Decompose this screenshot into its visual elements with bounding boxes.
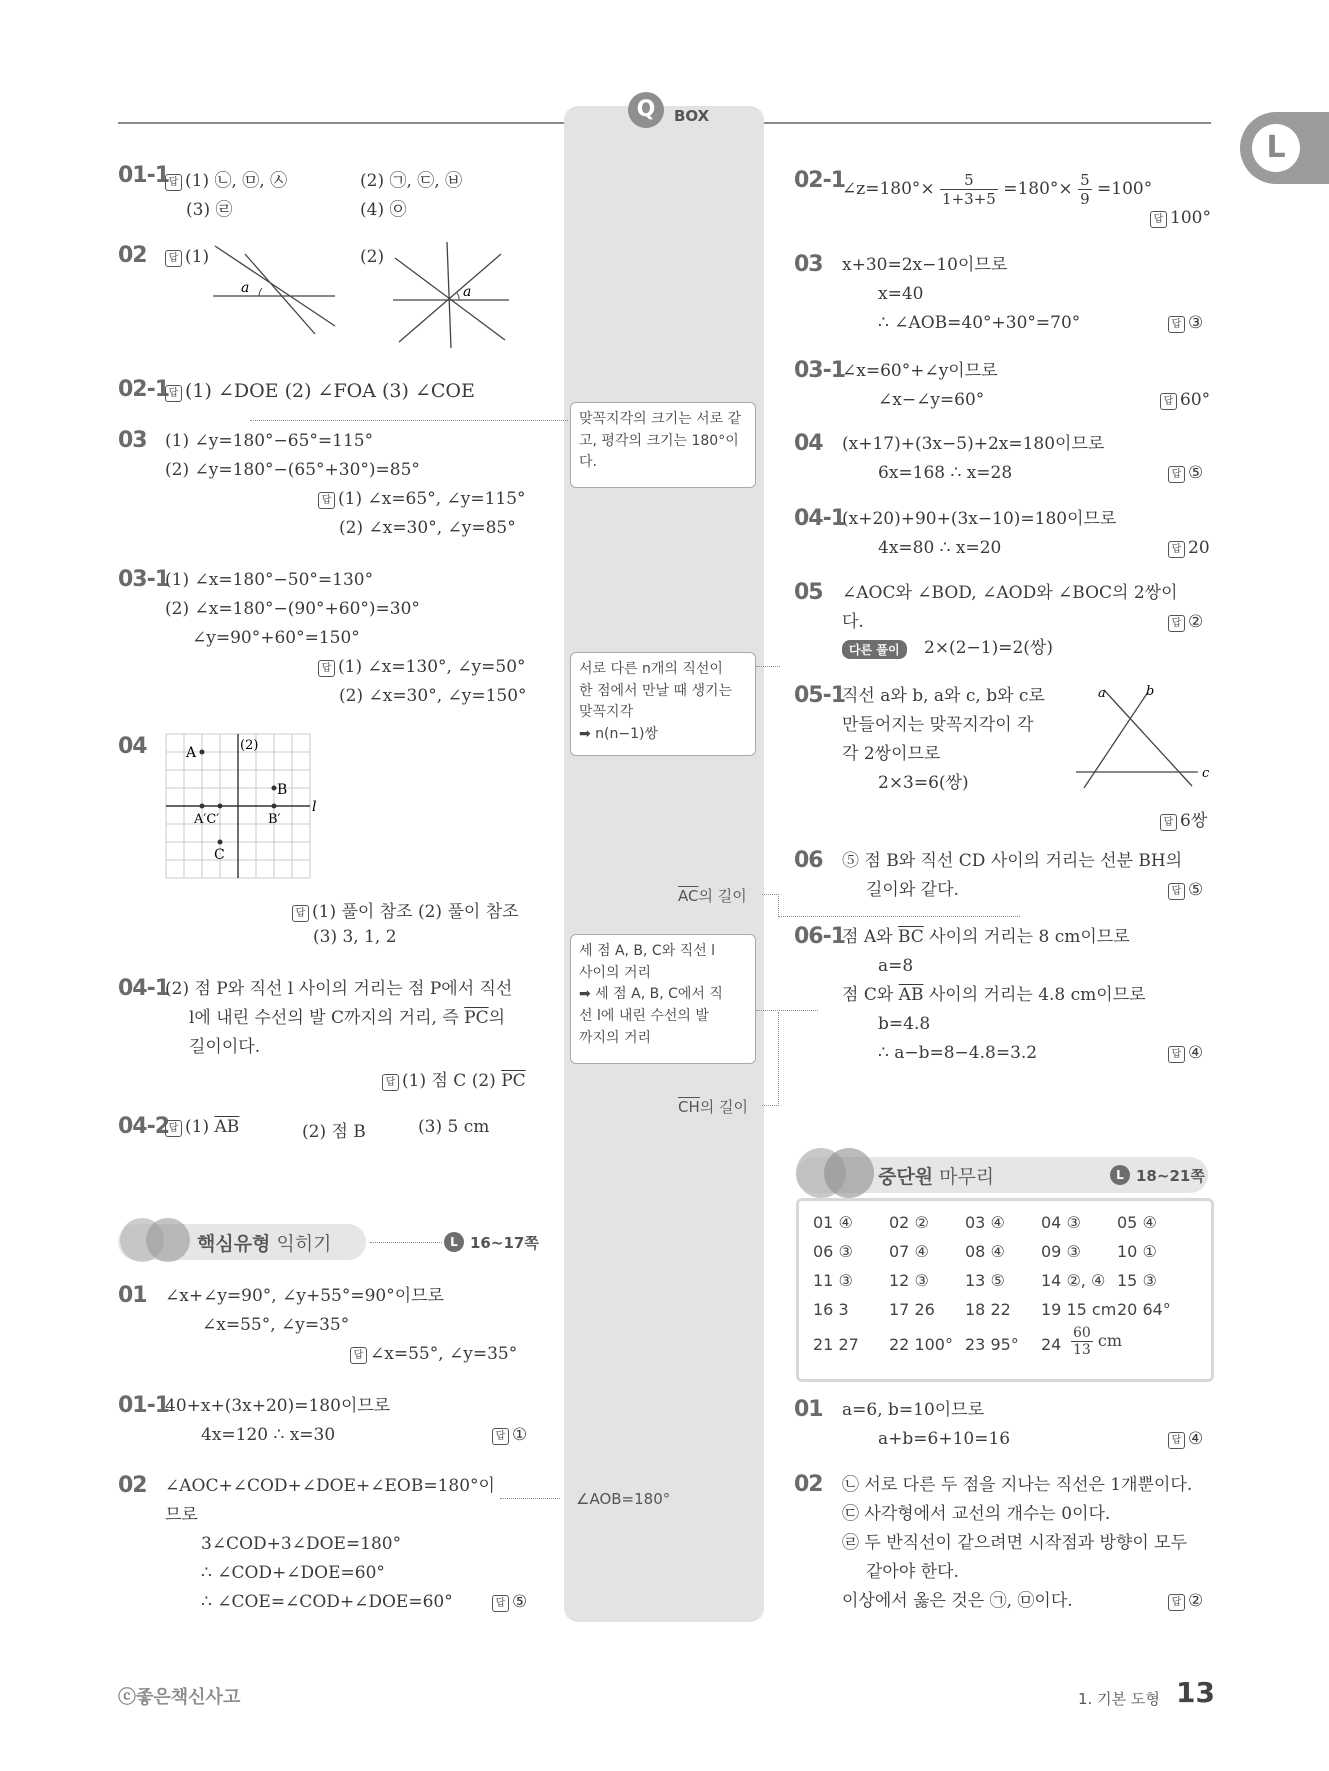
problem-number: 02	[794, 1472, 823, 1497]
answer-text: ①	[512, 1425, 528, 1445]
line-label: b	[1146, 684, 1155, 699]
solution-line: ∴ ∠AOB=40°+30°=70°	[878, 313, 1081, 333]
chapter-tab-letter: L	[1252, 124, 1300, 172]
solution-line: 직선 a와 b, a와 c, b와 c로	[842, 686, 1045, 706]
qbox-label: BOX	[674, 107, 710, 125]
segment-text: $\overline{BC}$	[897, 927, 924, 947]
answer-line	[1160, 806, 1207, 831]
leader-line	[756, 666, 780, 667]
solution-line: 길이이다.	[189, 1037, 261, 1057]
answer-line	[1168, 538, 1210, 558]
solution-line: 4x=120 ∴ x=30	[201, 1425, 336, 1445]
banner-title-light: 익히기	[270, 1233, 332, 1255]
page-range: 16~17쪽	[470, 1234, 539, 1252]
answer-text: 6쌍	[1180, 811, 1208, 831]
answer-grid-cell: 12 ③	[889, 1271, 929, 1290]
solution-line: ㉢ 사각형에서 교선의 개수는 0이다.	[842, 1504, 1111, 1524]
line-label: c	[1202, 766, 1210, 781]
answer-mark: 답	[165, 174, 182, 191]
answer-text: ③	[1188, 313, 1204, 333]
answer-grid-cell: 06 ③	[813, 1242, 853, 1261]
answer-line: (2) ㉠, ㉢, ㉥	[360, 171, 463, 191]
angle-label: a	[241, 280, 250, 296]
fraction-numerator: 60	[1073, 1325, 1091, 1341]
problem-number: 01	[118, 1283, 147, 1308]
solution-line: ∠x=60°+∠y이므로	[842, 361, 998, 381]
answer-text: ④	[1188, 1043, 1204, 1063]
fraction-numerator: 5	[940, 171, 998, 190]
page-number: 13	[1176, 1676, 1215, 1709]
leader-line	[762, 1012, 779, 1106]
answer-grid-box	[796, 1198, 1214, 1382]
answer-mark: 답	[165, 385, 182, 402]
leader-line	[250, 420, 568, 421]
solution-text: 의	[488, 1008, 506, 1028]
solution-line	[842, 927, 1130, 947]
answer-line: (2) 점 B	[302, 1122, 366, 1142]
alt-solution-tag: 다른 풀이	[842, 640, 907, 659]
answer-line	[1168, 612, 1203, 632]
side-label	[678, 885, 747, 906]
solution-text: =100°	[1097, 179, 1153, 199]
fraction	[1078, 171, 1092, 208]
solution-line	[842, 171, 1152, 208]
solution-text: 점 A와	[842, 927, 893, 947]
answer-line: (3) 3, 1, 2	[313, 927, 397, 947]
qbox-note: 세 점 A, B, C와 직선 l 사이의 거리 ➡ 세 점 A, B, C에서 직 선 l에 내린 수선의 발 까지의 거리	[570, 934, 756, 1064]
banner-title-light: 마무리	[933, 1166, 995, 1188]
point-label: A′C′	[194, 812, 220, 827]
answer-grid-cell: 05 ④	[1117, 1213, 1157, 1232]
answer-mark: 답	[318, 492, 335, 509]
point-label: B	[277, 782, 288, 798]
problem-number: 04	[118, 734, 147, 759]
solution-line: 므로	[165, 1505, 198, 1525]
answer-text: ⑤	[512, 1592, 528, 1612]
solution-line: a+b=6+10=16	[878, 1429, 1011, 1449]
angle-figure-1	[205, 240, 345, 340]
solution-line: 4x=80 ∴ x=20	[878, 538, 1002, 558]
point-label: B′	[268, 812, 281, 827]
answer-grid-cell: 01 ④	[813, 1213, 853, 1232]
answer-grid	[799, 1201, 1211, 1379]
answer-line: (3) 5 cm	[418, 1117, 490, 1137]
solution-line: (x+17)+(3x−5)+2x=180이므로	[842, 434, 1105, 454]
solution-text: 사이의 거리는 8 cm이므로	[923, 927, 1130, 947]
problem-number: 02	[118, 243, 147, 268]
problem-number: 04-2	[118, 1114, 170, 1139]
solution-line: 같아야 한다.	[866, 1562, 959, 1582]
answer-mark: 답	[318, 660, 335, 677]
solution-text: =180°×	[1003, 179, 1073, 199]
answer-mark: 답	[1168, 1046, 1185, 1063]
solution-line: a=6, b=10이므로	[842, 1400, 985, 1420]
line-label: l	[312, 799, 317, 815]
answer-line: (3) ㉣	[186, 200, 233, 220]
solution-line: 길이와 같다.	[866, 880, 959, 900]
answer-line	[1168, 1429, 1203, 1449]
answer-grid-cell: 15 ③	[1117, 1271, 1157, 1290]
answer-line	[1160, 390, 1210, 410]
answer-line	[492, 1425, 527, 1445]
segment-text: $\overline{CH}$	[678, 1098, 700, 1116]
side-label-text: 의 길이	[698, 887, 747, 905]
answer-grid-cell: 03 ④	[965, 1213, 1005, 1232]
answer-grid-cell: 20 64°	[1117, 1300, 1171, 1319]
answer-line	[1150, 208, 1211, 228]
problem-number: 03	[794, 252, 823, 277]
answer-line: (2)	[360, 247, 385, 267]
answer-line	[492, 1592, 527, 1612]
solution-line: x=40	[878, 284, 924, 304]
solution-line: ∠AOC와 ∠BOD, ∠AOD와 ∠BOC의 2쌍이	[842, 583, 1178, 603]
page-badge: L	[444, 1232, 464, 1252]
solution-line: ∴ ∠COE=∠COD+∠DOE=60°	[201, 1592, 453, 1612]
answer-mark: 답	[382, 1074, 399, 1091]
banner-title-bold: 핵심유형	[197, 1233, 271, 1255]
answer-line	[165, 247, 209, 267]
answer-mark: 답	[1168, 1594, 1185, 1611]
answer-line	[1168, 880, 1203, 900]
solution-line: b=4.8	[878, 1014, 931, 1034]
solution-line: ㉡ 서로 다른 두 점을 지나는 직선은 1개뿐이다.	[842, 1475, 1193, 1495]
problem-number: 02-1	[794, 168, 846, 193]
answer-mark: 답	[1150, 211, 1167, 228]
solution-text: 점 C와	[842, 985, 894, 1005]
answer-mark: 답	[492, 1428, 509, 1445]
answer-text: (1) ∠x=130°, ∠y=50°	[338, 657, 526, 677]
answer-grid-cell: 14 ②, ④	[1041, 1271, 1106, 1290]
answer-text: (1) 점 C (2)	[402, 1071, 496, 1091]
banner-title	[878, 1162, 994, 1189]
leader-line	[762, 894, 779, 917]
solution-line: (2) 점 P와 직선 l 사이의 거리는 점 P에서 직선	[165, 979, 513, 999]
qbox-note: 서로 다른 n개의 직선이 한 점에서 만날 때 생기는 맞꼭지각 ➡ n(n−1)쌍	[570, 652, 756, 756]
fraction-denominator: 1+3+5	[942, 190, 996, 208]
answer-line	[318, 489, 526, 509]
answer-grid-cell: 11 ③	[813, 1271, 853, 1290]
side-label	[678, 1096, 748, 1117]
publisher-logo: ⓒ좋은책신사고	[118, 1687, 241, 1708]
answer-grid-cell: 08 ④	[965, 1242, 1005, 1261]
solution-line: (1) ∠y=180°−65°=115°	[165, 431, 374, 451]
three-lines-figure	[1070, 680, 1220, 795]
banner-title-bold: 중단원	[878, 1166, 934, 1188]
answer-grid-cell: 23 95°	[965, 1335, 1019, 1354]
banner-decoration	[824, 1148, 874, 1198]
answer-text: 100°	[1170, 208, 1211, 228]
answer-mark: 답	[492, 1595, 509, 1612]
fraction	[940, 171, 998, 208]
solution-line: 이상에서 옳은 것은 ㉠, ㉤이다.	[842, 1591, 1073, 1611]
segment-text: $\overline{AC}$	[678, 887, 699, 905]
solution-line: ⑤ 점 B와 직선 CD 사이의 거리는 선분 BH의	[842, 851, 1183, 871]
solution-line: ∠x=55°, ∠y=35°	[202, 1315, 350, 1335]
answer-grid-cell: 17 26	[889, 1300, 935, 1319]
fraction-denominator: 9	[1080, 190, 1090, 208]
answer-line	[1168, 1591, 1203, 1611]
answer-mark: 답	[1168, 541, 1185, 558]
answer-grid-cell: 18 22	[965, 1300, 1011, 1319]
solution-line: 2×(2−1)=2(쌍)	[924, 638, 1053, 658]
answer-text: (1)	[185, 1117, 210, 1137]
problem-number: 01-1	[118, 163, 170, 188]
problem-number: 04	[794, 431, 823, 456]
answer-line	[350, 1344, 517, 1364]
answer-text: ②	[1188, 612, 1204, 632]
answer-mark: 답	[1168, 316, 1185, 333]
solution-line: 6x=168 ∴ x=28	[878, 463, 1013, 483]
answer-grid-cell: 24	[1041, 1335, 1062, 1354]
answer-grid-cell: 19 15 cm	[1041, 1300, 1117, 1319]
segment-text: $\overline{PC}$	[501, 1071, 526, 1091]
problem-number: 06-1	[794, 924, 846, 949]
answer-line	[1168, 1043, 1203, 1063]
solution-line: ㉣ 두 반직선이 같으려면 시작점과 방향이 모두	[842, 1533, 1188, 1553]
answer-text: 60°	[1180, 390, 1211, 410]
answer-mark: 답	[1168, 466, 1185, 483]
answer-grid-cell: 07 ④	[889, 1242, 929, 1261]
problem-number: 02	[118, 1473, 147, 1498]
problem-number: 05	[794, 580, 823, 605]
answer-mark: 답	[1168, 1432, 1185, 1449]
solution-line: ∴ ∠COD+∠DOE=60°	[201, 1563, 385, 1583]
solution-line: 3∠COD+3∠DOE=180°	[201, 1534, 402, 1554]
solution-line: 40+x+(3x+20)=180이므로	[165, 1396, 391, 1416]
answer-line	[165, 1117, 239, 1137]
answer-text: (1) ∠DOE (2) ∠FOA (3) ∠COE	[185, 380, 475, 402]
page-range: 18~21쪽	[1136, 1167, 1205, 1185]
answer-text: 20	[1188, 538, 1210, 558]
answer-grid-cell: 10 ①	[1117, 1242, 1157, 1261]
banner-leader	[370, 1242, 442, 1243]
segment-text: $\overline{PC}$	[464, 1008, 489, 1028]
answer-line: (2) ∠x=30°, ∠y=85°	[339, 518, 516, 538]
problem-number: 03-1	[118, 567, 170, 592]
solution-line: 다.	[842, 612, 864, 632]
answer-line	[318, 657, 526, 677]
problem-number: 01-1	[118, 1393, 170, 1418]
solution-line: ∠y=90°+60°=150°	[192, 628, 360, 648]
answer-grid-cell: 02 ②	[889, 1213, 929, 1232]
fraction-unit: cm	[1097, 1331, 1123, 1350]
banner-title	[197, 1229, 332, 1256]
solution-line: 2×3=6(쌍)	[878, 773, 969, 793]
answer-grid-cell: 09 ③	[1041, 1242, 1081, 1261]
problem-number: 02-1	[118, 377, 170, 402]
answer-grid-cell: 16 3	[813, 1300, 849, 1319]
solution-text: ∠z=180°×	[842, 179, 935, 199]
answer-mark: 답	[292, 905, 309, 922]
qbox-note: 맞꼭지각의 크기는 서로 같 고, 평각의 크기는 180°이 다.	[570, 402, 756, 488]
answer-mark: 답	[1160, 393, 1177, 410]
leader-line	[500, 1498, 560, 1499]
answer-grid-fraction	[1071, 1325, 1122, 1358]
answer-mark: 답	[1160, 814, 1177, 831]
side-label-text: 의 길이	[699, 1098, 749, 1116]
angle-label: a	[463, 284, 472, 300]
line-label: a	[1098, 686, 1106, 701]
solution-line	[189, 1008, 505, 1028]
problem-number: 03-1	[794, 358, 846, 383]
answer-text: (1) ㉡, ㉤, ㉦	[185, 171, 288, 191]
answer-grid-cell: 04 ③	[1041, 1213, 1081, 1232]
solution-text: 사이의 거리는 4.8 cm이므로	[923, 985, 1146, 1005]
problem-number: 05-1	[794, 683, 846, 708]
answer-line: (2) ∠x=30°, ∠y=150°	[339, 686, 527, 706]
problem-number: 06	[794, 848, 823, 873]
problem-number: 03	[118, 428, 147, 453]
solution-line: (2) ∠y=180°−(65°+30°)=85°	[165, 460, 420, 480]
banner-decoration	[146, 1218, 190, 1262]
solution-line: (x+20)+90+(3x−10)=180이므로	[842, 509, 1117, 529]
qbox-column	[564, 106, 764, 1622]
point-label: A	[186, 745, 197, 761]
solution-line: (2) ∠x=180°−(90°+60°)=30°	[165, 599, 420, 619]
answer-mark: 답	[165, 250, 182, 267]
solution-line: 만들어지는 맞꼭지각이 각	[842, 715, 1034, 735]
solution-text: l에 내린 수선의 발 C까지의 거리, 즉	[189, 1008, 459, 1028]
answer-text: (1) ∠x=65°, ∠y=115°	[338, 489, 526, 509]
side-label: ∠AOB=180°	[576, 1490, 671, 1508]
answer-text: ②	[1188, 1591, 1204, 1611]
answer-line	[165, 380, 475, 402]
chapter-label: 1. 기본 도형	[1078, 1690, 1160, 1708]
answer-line	[292, 897, 519, 922]
answer-line: (4) ㉧	[360, 200, 407, 220]
answer-text: (1)	[185, 247, 210, 267]
answer-text: ∠x=55°, ∠y=35°	[370, 1344, 518, 1364]
solution-line: a=8	[878, 956, 914, 976]
answer-mark: 답	[350, 1347, 367, 1364]
problem-number: 04-1	[794, 506, 846, 531]
page-badge: L	[1110, 1165, 1130, 1185]
answer-grid-cell: 13 ⑤	[965, 1271, 1005, 1290]
point-label: C	[214, 847, 225, 863]
solution-line: ∠x−∠y=60°	[878, 390, 985, 410]
answer-mark: 답	[165, 1120, 182, 1137]
answer-text: ⑤	[1188, 463, 1204, 483]
fraction-numerator: 5	[1080, 171, 1090, 189]
solution-line: ∴ a−b=8−4.8=3.2	[878, 1043, 1038, 1063]
answer-line	[1168, 463, 1203, 483]
segment-text: $\overline{AB}$	[898, 985, 924, 1005]
leader-line	[778, 916, 1020, 917]
coordinate-grid	[164, 732, 324, 882]
leader-line	[756, 1010, 818, 1011]
fraction-denominator: 13	[1073, 1342, 1091, 1358]
answer-mark: 답	[1168, 883, 1185, 900]
answer-grid-cell: 22 100°	[889, 1335, 953, 1354]
answer-mark: 답	[1168, 615, 1185, 632]
qbox-circle: Q	[628, 92, 664, 128]
solution-line: x+30=2x−10이므로	[842, 255, 1008, 275]
answer-line	[382, 1066, 526, 1091]
point-label: (2)	[240, 738, 259, 753]
answer-text: (1) 풀이 참조 (2) 풀이 참조	[312, 902, 519, 922]
problem-number: 04-1	[118, 976, 170, 1001]
solution-line: ∠x+∠y=90°, ∠y+55°=90°이므로	[165, 1286, 444, 1306]
problem-number: 01	[794, 1397, 823, 1422]
answer-text: ⑤	[1188, 880, 1204, 900]
angle-figure-2	[385, 238, 515, 350]
solution-line	[842, 985, 1146, 1005]
segment-text: $\overline{AB}$	[214, 1117, 240, 1137]
answer-line	[165, 166, 287, 191]
answer-line	[1168, 313, 1203, 333]
solution-line: ∠AOC+∠COD+∠DOE+∠EOB=180°이	[165, 1476, 495, 1496]
answer-text: ④	[1188, 1429, 1204, 1449]
answer-grid-cell: 21 27	[813, 1335, 859, 1354]
solution-line: (1) ∠x=180°−50°=130°	[165, 570, 374, 590]
solution-line: 각 2쌍이므로	[842, 744, 941, 764]
